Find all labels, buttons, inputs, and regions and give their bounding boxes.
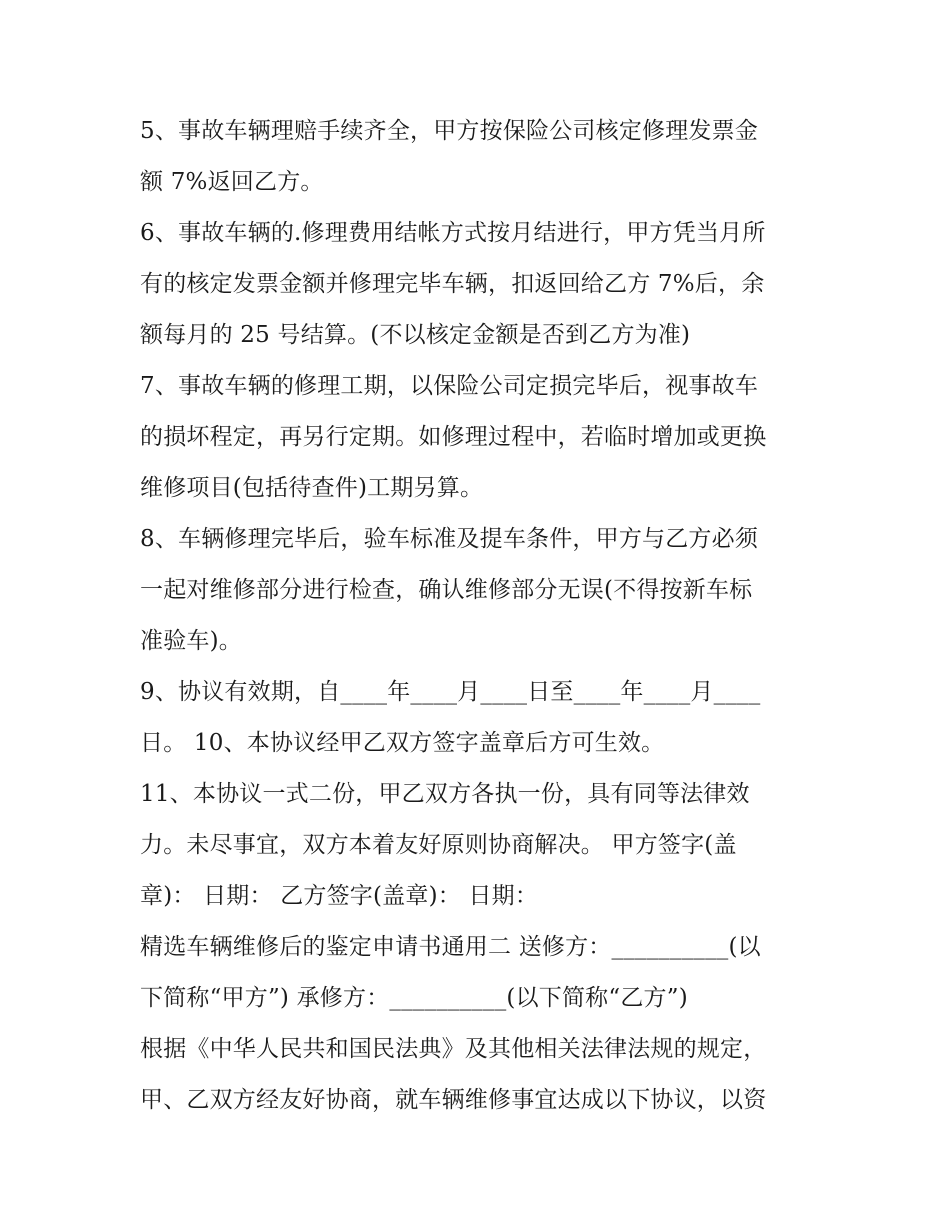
text-line: 根据《中华人民共和国民法典》及其他相关法律法规的规定， <box>140 1036 767 1062</box>
text-line: 6、事故车辆的.修理费用结帐方式按月结进行，甲方凭当月所 <box>140 220 766 246</box>
text-line: 11、本协议一式二份，甲乙双方各执一份，具有同等法律效 <box>140 781 750 807</box>
text-line: 5、事故车辆理赔手续齐全，甲方按保险公司核定修理发票金 <box>140 118 759 144</box>
text-line: 额 7%返回乙方。 <box>140 169 324 195</box>
text-line: 7、事故车辆的修理工期，以保险公司定损完毕后，视事故车 <box>140 373 759 399</box>
text-line: 章)： 日期： 乙方签字(盖章)： 日期： <box>140 883 539 909</box>
text-line: 力。未尽事宜，双方本着友好原则协商解决。 甲方签字(盖 <box>140 832 737 858</box>
document-body <box>140 106 820 1126</box>
text-line: 准验车)。 <box>140 628 242 654</box>
text-line: 日。 10、本协议经甲乙双方签字盖章后方可生效。 <box>140 730 665 756</box>
text-line: 有的核定发票金额并修理完毕车辆，扣返回给乙方 7%后，余 <box>140 271 765 297</box>
text-line: 的损坏程定，再另行定期。如修理过程中，若临时增加或更换 <box>140 424 767 450</box>
text-line: 下简称“甲方”) 承修方：__________(以下简称“乙方”) <box>140 985 688 1011</box>
text-line: 9、协议有效期，自____年____月____日至____年____月____ <box>140 679 761 705</box>
text-line: 精选车辆维修后的鉴定申请书通用二 送修方：__________(以 <box>140 934 761 960</box>
text-line: 甲、乙双方经友好协商，就车辆维修事宜达成以下协议，以资 <box>140 1087 767 1113</box>
text-line: 一起对维修部分进行检查，确认维修部分无误(不得按新车标 <box>140 577 753 603</box>
text-line: 8、车辆修理完毕后，验车标准及提车条件，甲方与乙方必须 <box>140 526 759 552</box>
text-line: 额每月的 25 号结算。(不以核定金额是否到乙方为准) <box>140 322 691 348</box>
text-line: 维修项目(包括待查件)工期另算。 <box>140 475 484 501</box>
